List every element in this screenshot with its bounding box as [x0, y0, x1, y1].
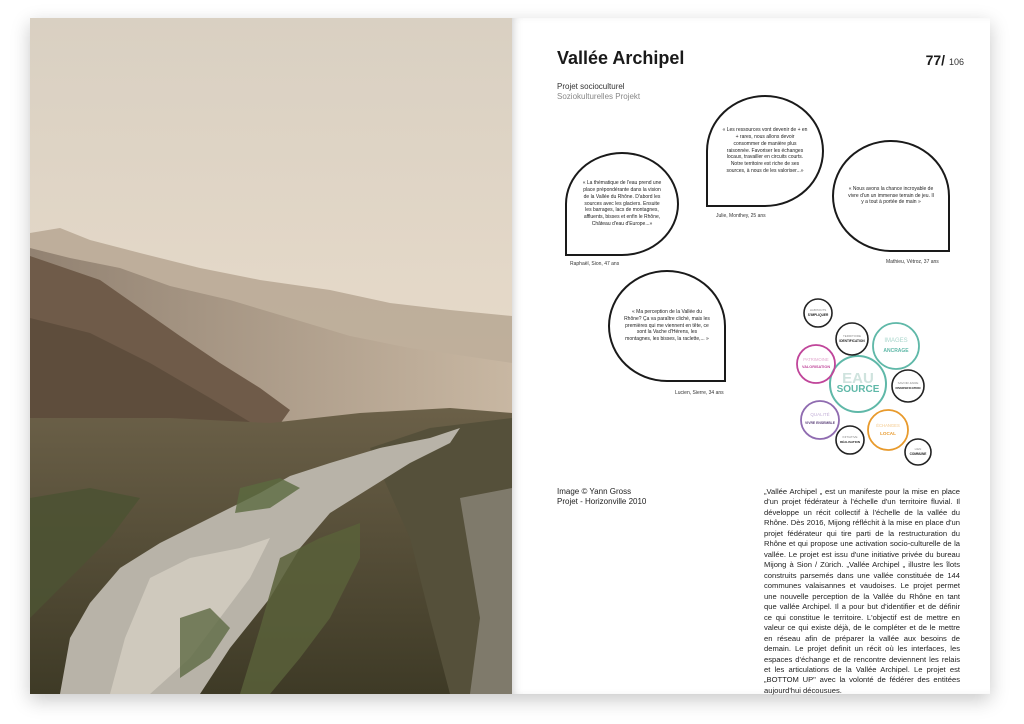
diagram-node-label: QUALITÉ: [810, 412, 830, 417]
quote-bubble-lucien: [608, 270, 726, 382]
page-title: Vallée Archipel: [557, 48, 685, 68]
subtitle-french: Projet socioculturel: [557, 82, 625, 91]
diagram-node-label: SAVOIR-FAIRE: [897, 381, 919, 385]
quote-bubble-mathieu: [832, 140, 950, 252]
body-paragraph: „Vallée Archipel „ est un manifeste pour la mise en place d'un projet fédérateur à l'échelle d'un territoire fluvial. Il développe un récit collectif à l'échelle de la vallée du Rhône. Dès 2016, Mijong réfléchit à la mise en place d'un projet fédérateur qui tire parti de la restructuration du Rhône et qui propose une activation socio-culturelle de la vallée. Le projet est issu d'une initiative privée du bureau Mijong à Sion / Zürich. „Vallée Archipel „ illustre les îlots construits parsemés dans une vallée constituée de 144 communes valaisannes et vaudoises. Le projet permet une nouvelle perception de la Vallée du Rhône en tant que vallée Archipel. Il a pour but d'identifier et de définir ce qui constitue le territoire. L'objectif est de mettre en valeur ce qui existe déjà, de le compléter et de le mettre en réseau afin de préparer la vallée aux besoins de demain. Le projet definit un récit où les interfaces, les espaces d'échange et de rencontre deviennent les relais et les articulations de la Vallée Archipel. Le projet est „BOTTOM UP" avec la volonté de fédérer des entitées aujourd'hui décousues.: [764, 487, 960, 695]
diagram-node-label: HABITANTS: [809, 308, 827, 312]
quote-text: « La thématique de l'eau prend une place prépondérante dans la vision de la Vallée du Rhône. D'abord les sources avec les glaciers. Ensuite les barrages, lacs de montagnes, affluents, bisses et enfin le Rhône, Château d'eau d'Europe...»: [582, 180, 662, 227]
diagram-node-sub: LOCAL: [880, 431, 896, 436]
page-number-current: 77/: [925, 52, 946, 68]
credit-line: Projet - Horizonville 2010: [557, 497, 647, 507]
diagram-node-sub: S'IMPLIQUER: [807, 313, 829, 317]
diagram-node-sub: VIVRE ENSEMBLE: [805, 421, 835, 425]
page-number: [926, 52, 964, 68]
diagram-node-sub: COMMUNE: [909, 452, 927, 456]
diagram-node-label: INITIATIVE: [842, 435, 858, 439]
diagram-node-images: [873, 323, 919, 369]
diagram-center-big-label: EAU: [842, 370, 874, 387]
diagram-node-qualite: [801, 401, 839, 439]
credit-line: Image © Yann Gross: [557, 487, 632, 496]
diagram-node-sub: VALORISATION: [801, 365, 831, 369]
page-number-total: 106: [948, 57, 964, 67]
quote-author: Julie, Monthey, 25 ans: [716, 213, 766, 219]
themes-diagram: [796, 298, 960, 468]
quote-text: « Les ressources vont devenir de + en + rares, nous allons devoir consommer de manière plus raisonnée. Favoriser les échanges locaux, travailler en circuits courts. Notre territoire est riche de ses sources, à nous de les valoriser...»: [722, 127, 808, 174]
diagram-node-label: ÉCHANGES: [876, 423, 900, 428]
quote-author: Mathieu, Vétroz, 37 ans: [886, 259, 939, 265]
quote-text: « Nous avons la chance incroyable de vivre d'un un immense terrain de jeu. Il y a tout à portée de main »: [848, 185, 934, 206]
subtitle-german: Soziokulturelles Projekt: [557, 92, 641, 101]
diagram-node-sub: RÉALISATION: [839, 440, 861, 444]
image-credits: [557, 487, 646, 508]
quote-author: Lucien, Sierre, 34 ans: [675, 390, 724, 396]
diagram-node-label: TERRITOIRE: [842, 334, 862, 338]
diagram-node-sub: ANCRAGE: [883, 348, 909, 354]
diagram-node-label: IMAGES: [884, 338, 908, 344]
diagram-node-sub: IDENTIFICATION: [839, 339, 865, 343]
diagram-node-label: PATRIMOINE: [803, 357, 829, 362]
diagram-node-echanges: [868, 410, 908, 450]
diagram-node-sub: DIVERSIFICATION: [895, 386, 921, 390]
diagram-node-label: LIEN: [914, 447, 922, 451]
landscape-photo: [30, 18, 512, 694]
quote-author: Raphaël, Sion, 47 ans: [570, 261, 620, 267]
diagram-node-patrimoine: [797, 345, 835, 383]
quote-bubble-julie: [706, 95, 824, 207]
quote-bubble-raphael: [565, 152, 679, 256]
quote-text: « Ma perception de la Vallée du Rhône? Ça va paraître cliché, mais les premières qui me viennent en tête, ce sont la Vache d'Hérens, les montagnes, les bisses, la raclette,... »: [624, 309, 710, 343]
diagram-center-label: SOURCE: [836, 384, 880, 395]
